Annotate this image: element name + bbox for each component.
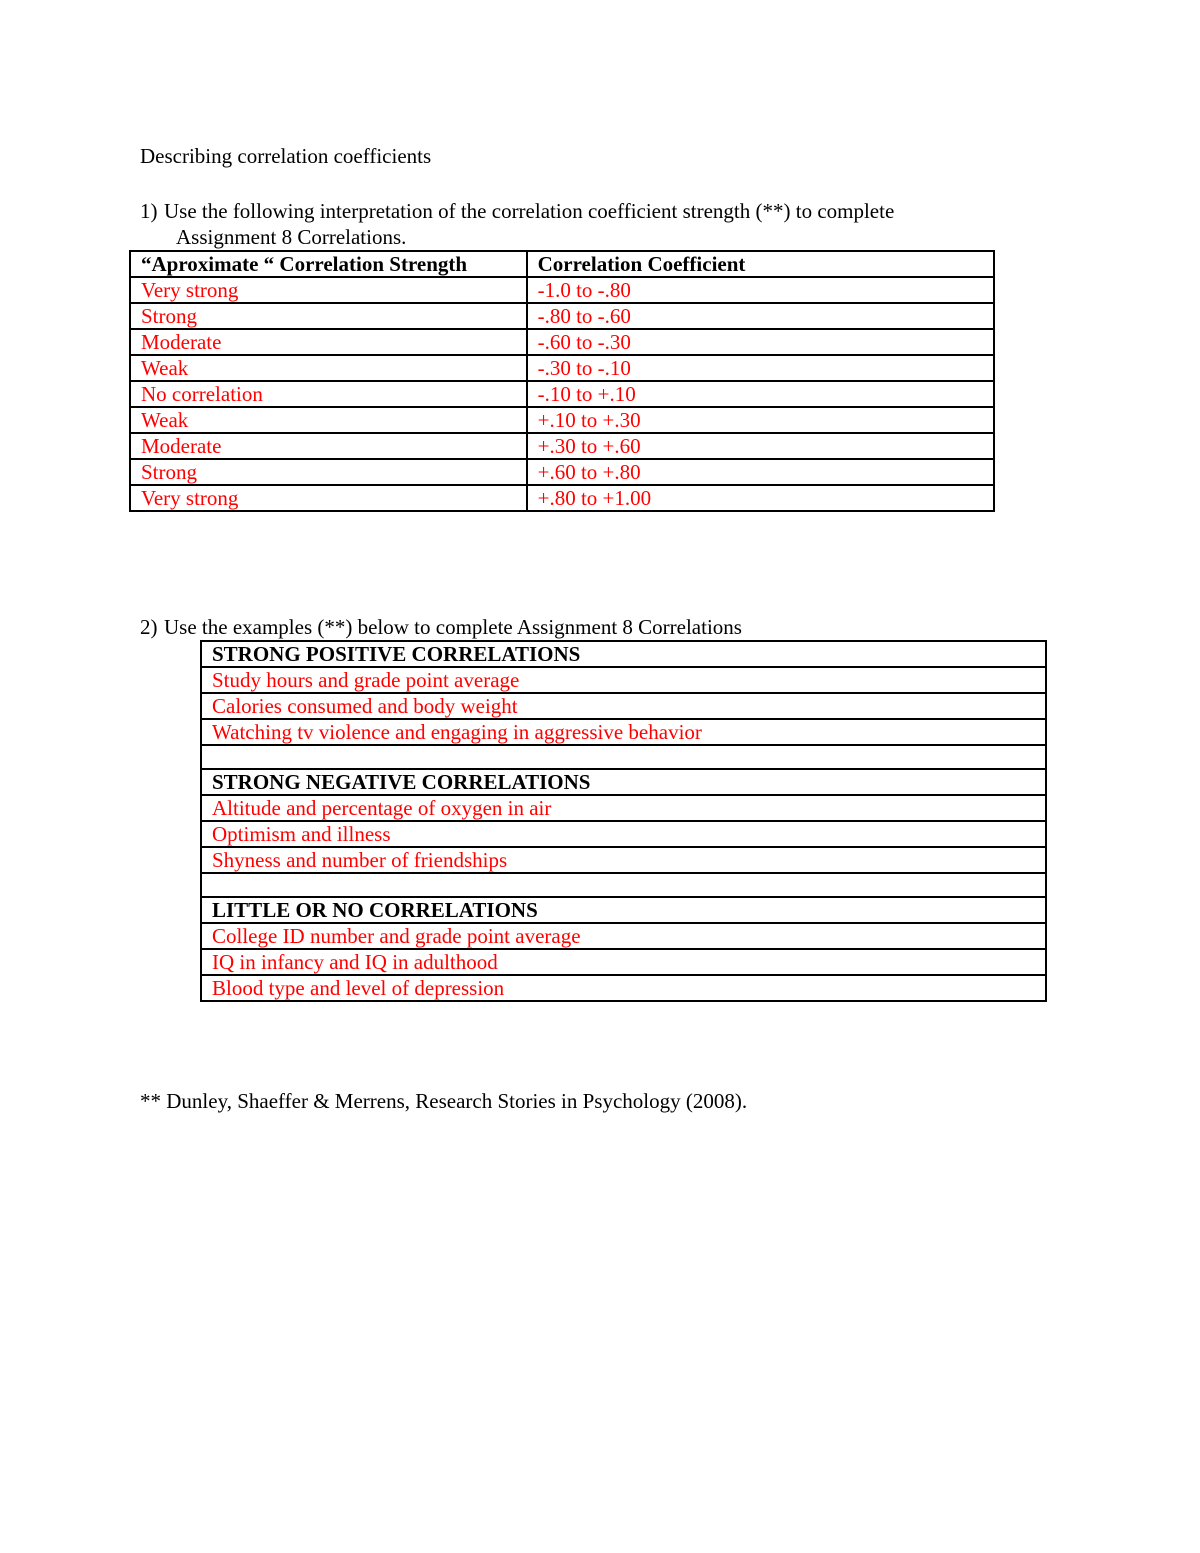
no-correlations-header: LITTLE OR NO CORRELATIONS (201, 897, 1046, 923)
table-row (130, 329, 994, 355)
positive-correlations-header: STRONG POSITIVE CORRELATIONS (201, 641, 1046, 667)
section-1-instruction-line-2: Assignment 8 Correlations. (176, 225, 407, 249)
section-1-number: 1) (140, 199, 158, 223)
table-row-empty (201, 873, 1046, 897)
correlation-strength-table (129, 250, 995, 512)
table-row (130, 433, 994, 459)
table-row (201, 847, 1046, 873)
example-cell: Watching tv violence and engaging in aggressive behavior (201, 719, 1046, 745)
example-cell: Calories consumed and body weight (201, 693, 1046, 719)
table-row (130, 485, 994, 511)
coefficient-cell: +.30 to +.60 (527, 433, 994, 459)
negative-correlations-header: STRONG NEGATIVE CORRELATIONS (201, 769, 1046, 795)
table-row (201, 897, 1046, 923)
coefficient-cell: -.60 to -.30 (527, 329, 994, 355)
example-cell: Optimism and illness (201, 821, 1046, 847)
table-header-row (130, 251, 994, 277)
table-row (130, 381, 994, 407)
table-row (201, 693, 1046, 719)
coefficient-cell: +.10 to +.30 (527, 407, 994, 433)
table-row (130, 459, 994, 485)
table-row (130, 407, 994, 433)
strength-cell: Strong (130, 303, 527, 329)
empty-cell (201, 873, 1046, 897)
table-row-empty (201, 745, 1046, 769)
example-cell: College ID number and grade point average (201, 923, 1046, 949)
table-row (201, 975, 1046, 1001)
table-row (201, 949, 1046, 975)
footnote-citation: ** Dunley, Shaeffer & Merrens, Research Stories in Psychology (2008). (140, 1089, 748, 1113)
strength-cell: Weak (130, 407, 527, 433)
table-row (130, 277, 994, 303)
table-row (201, 821, 1046, 847)
example-cell: IQ in infancy and IQ in adulthood (201, 949, 1046, 975)
example-cell: Blood type and level of depression (201, 975, 1046, 1001)
coefficient-cell: -.80 to -.60 (527, 303, 994, 329)
section-1-instruction-line-1: Use the following interpretation of the correlation coefficient strength (**) to complete (164, 199, 895, 223)
example-cell: Study hours and grade point average (201, 667, 1046, 693)
example-cell: Shyness and number of friendships (201, 847, 1046, 873)
section-2-instruction-text: Use the examples (**) below to complete Assignment 8 Correlations (164, 615, 742, 639)
coefficient-cell: -.10 to +.10 (527, 381, 994, 407)
section-1-instruction (140, 198, 894, 250)
strength-cell: Weak (130, 355, 527, 381)
correlation-examples-table (200, 640, 1047, 1002)
strength-cell: No correlation (130, 381, 527, 407)
strength-cell: Moderate (130, 433, 527, 459)
strength-cell: Very strong (130, 277, 527, 303)
strength-cell: Strong (130, 459, 527, 485)
strength-cell: Moderate (130, 329, 527, 355)
empty-cell (201, 745, 1046, 769)
table-row (201, 667, 1046, 693)
document-title: Describing correlation coefficients (140, 144, 432, 168)
section-2-instruction (140, 614, 742, 640)
table-row (201, 769, 1046, 795)
column-header-strength: “Aproximate “ Correlation Strength (130, 251, 527, 277)
coefficient-cell: -1.0 to -.80 (527, 277, 994, 303)
example-cell: Altitude and percentage of oxygen in air (201, 795, 1046, 821)
table-row (201, 641, 1046, 667)
table-row (130, 303, 994, 329)
coefficient-cell: +.60 to +.80 (527, 459, 994, 485)
table-row (201, 795, 1046, 821)
coefficient-cell: -.30 to -.10 (527, 355, 994, 381)
strength-cell: Very strong (130, 485, 527, 511)
table-row (130, 355, 994, 381)
table-row (201, 719, 1046, 745)
section-2-number: 2) (140, 615, 158, 639)
column-header-coefficient: Correlation Coefficient (527, 251, 994, 277)
table-row (201, 923, 1046, 949)
coefficient-cell: +.80 to +1.00 (527, 485, 994, 511)
